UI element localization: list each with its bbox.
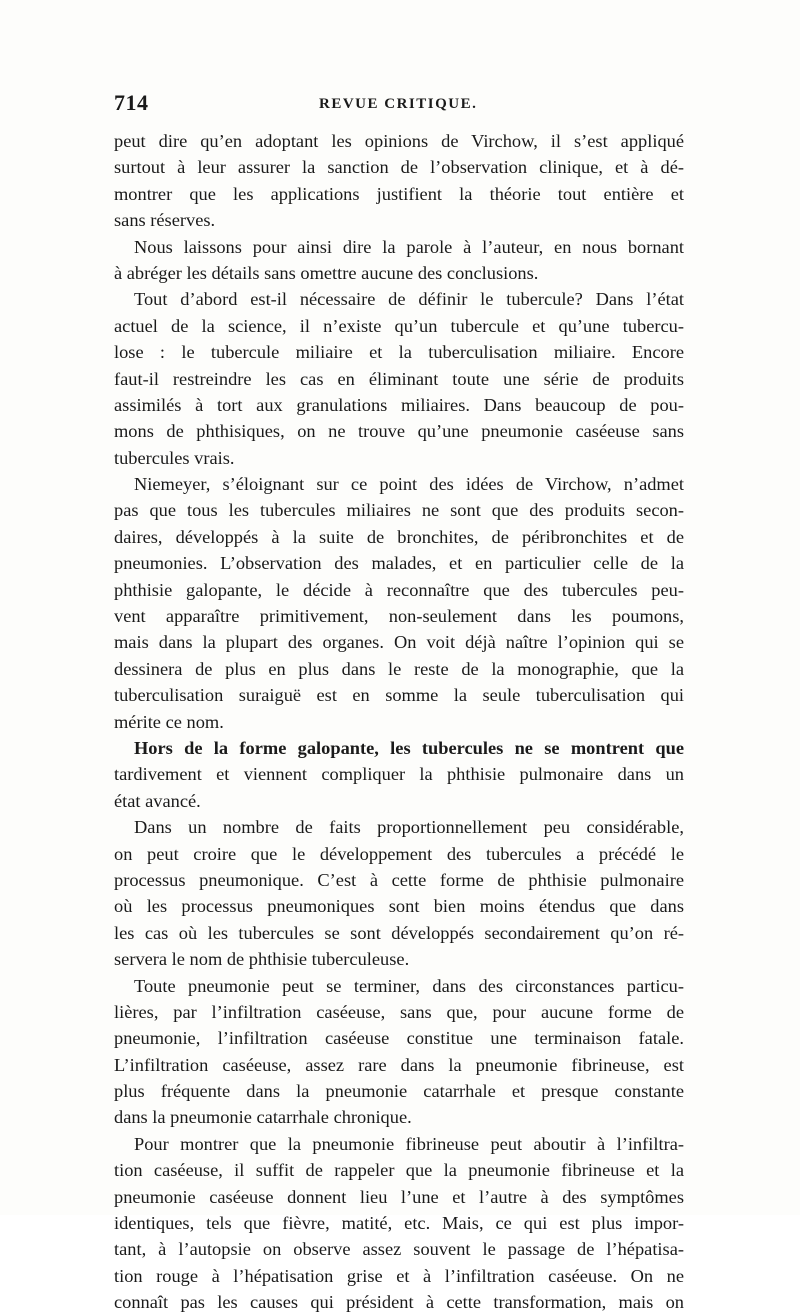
text-line: identiques, tels que fièvre, matité, etc. Mais, ce qui est plus impor- (114, 1213, 684, 1234)
text-line: surtout à leur assurer la sanction de l’observation clinique, et à dé- (114, 157, 684, 178)
text-line: Pour montrer que la pneumonie fibrineuse peut aboutir à l’infiltra- (134, 1133, 684, 1154)
text-line: pneumonie caséeuse donnent lieu l’une et l’autre à des symptômes (114, 1186, 684, 1207)
text-line: servera le nom de phthisie tuberculeuse. (114, 949, 410, 970)
text-line: Niemeyer, s’éloignant sur ce point des idées de Virchow, n’admet (134, 474, 684, 495)
text-line: sans réserves. (114, 210, 216, 231)
text-line: dessinera de plus en plus dans le reste de la monographie, que la (114, 658, 684, 679)
text-line: faut-il restreindre les cas en éliminant toute une série de produits (114, 368, 684, 389)
text-line: on peut croire que le développement des tubercules a précédé le (114, 843, 684, 864)
text-line: tion caséeuse, il suffit de rappeler que la pneumonie fibrineuse et la (114, 1160, 684, 1181)
text-line: L’infiltration caséeuse, assez rare dans la pneumonie fibrineuse, est (114, 1054, 684, 1075)
text-line: pneumonies. L’observation des malades, et en particulier celle de la (114, 553, 684, 574)
text-line: phthisie galopante, le décide à reconnaître que des tubercules peu- (114, 579, 684, 600)
text-line: état avancé. (114, 790, 201, 811)
text-line: daires, développés à la suite de bronchites, de péribronchites et de (114, 526, 684, 547)
text-line: actuel de la science, il n’existe qu’un tubercule et qu’une tubercu- (114, 315, 684, 336)
text-line: lières, par l’infiltration caséeuse, sans que, pour aucune forme de (114, 1001, 684, 1022)
text-line: mais dans la plupart des organes. On voit déjà naître l’opinion qui se (114, 632, 684, 653)
body-text (114, 128, 684, 1316)
text-line: lose : le tubercule miliaire et la tuberculisation miliaire. Encore (114, 342, 684, 363)
text-line: Hors de la forme galopante, les tubercules ne se montrent que (134, 737, 684, 758)
text-line: pneumonie, l’infiltration caséeuse constitue une terminaison fatale. (114, 1028, 684, 1049)
text-line: où les processus pneumoniques sont bien moins étendus que dans (114, 896, 684, 917)
text-line: tuberculisation suraiguë est en somme la seule tuberculisation qui (114, 685, 684, 706)
text-line: peut dire qu’en adoptant les opinions de Virchow, il s’est appliqué (114, 131, 684, 151)
text-line: tion rouge à l’hépatisation grise et à l’infiltration caséeuse. On ne (114, 1265, 684, 1286)
text-line: Nous laissons pour ainsi dire la parole à l’auteur, en nous bornant (134, 236, 684, 257)
running-head: REVUE CRITIQUE. (319, 96, 478, 112)
text-line: Toute pneumonie peut se terminer, dans des circonstances particu- (134, 975, 684, 996)
text-line: processus pneumonique. C’est à cette forme de phthisie pulmonaire (114, 869, 684, 890)
text-line: Tout d’abord est-il nécessaire de définir le tubercule? Dans l’état (134, 289, 684, 310)
text-line: tant, à l’autopsie on observe assez souvent le passage de l’hépatisa- (114, 1239, 684, 1260)
text-line: plus fréquente dans la pneumonie catarrhale et presque constante (114, 1081, 684, 1102)
text-line: dans la pneumonie catarrhale chronique. (114, 1107, 412, 1128)
text-line: les cas où les tubercules se sont développés secondairement qu’on ré- (114, 922, 684, 943)
text-line: mons de phthisiques, on ne trouve qu’une pneumonie caséeuse sans (114, 421, 684, 442)
text-line: à abréger les détails sans omettre aucune des conclusions. (114, 262, 539, 283)
page-header (114, 90, 684, 124)
text-line: montrer que les applications justifient la théorie tout entière et (114, 183, 684, 204)
text-line: pas que tous les tubercules miliaires ne sont que des produits secon- (114, 500, 684, 521)
text-line: connaît pas les causes qui président à cette transformation, mais on (114, 1292, 684, 1313)
text-line: mérite ce nom. (114, 711, 224, 732)
text-line: Dans un nombre de faits proportionnellement peu considérable, (134, 817, 684, 838)
text-line: vent apparaître primitivement, non-seulement dans les poumons, (114, 606, 684, 627)
text-line: tubercules vrais. (114, 447, 235, 468)
text-line: assimilés à tort aux granulations miliaires. Dans beaucoup de pou- (114, 394, 684, 415)
text-line: tardivement et viennent compliquer la phthisie pulmonaire dans un (114, 764, 684, 785)
page-number: 714 (114, 90, 149, 115)
